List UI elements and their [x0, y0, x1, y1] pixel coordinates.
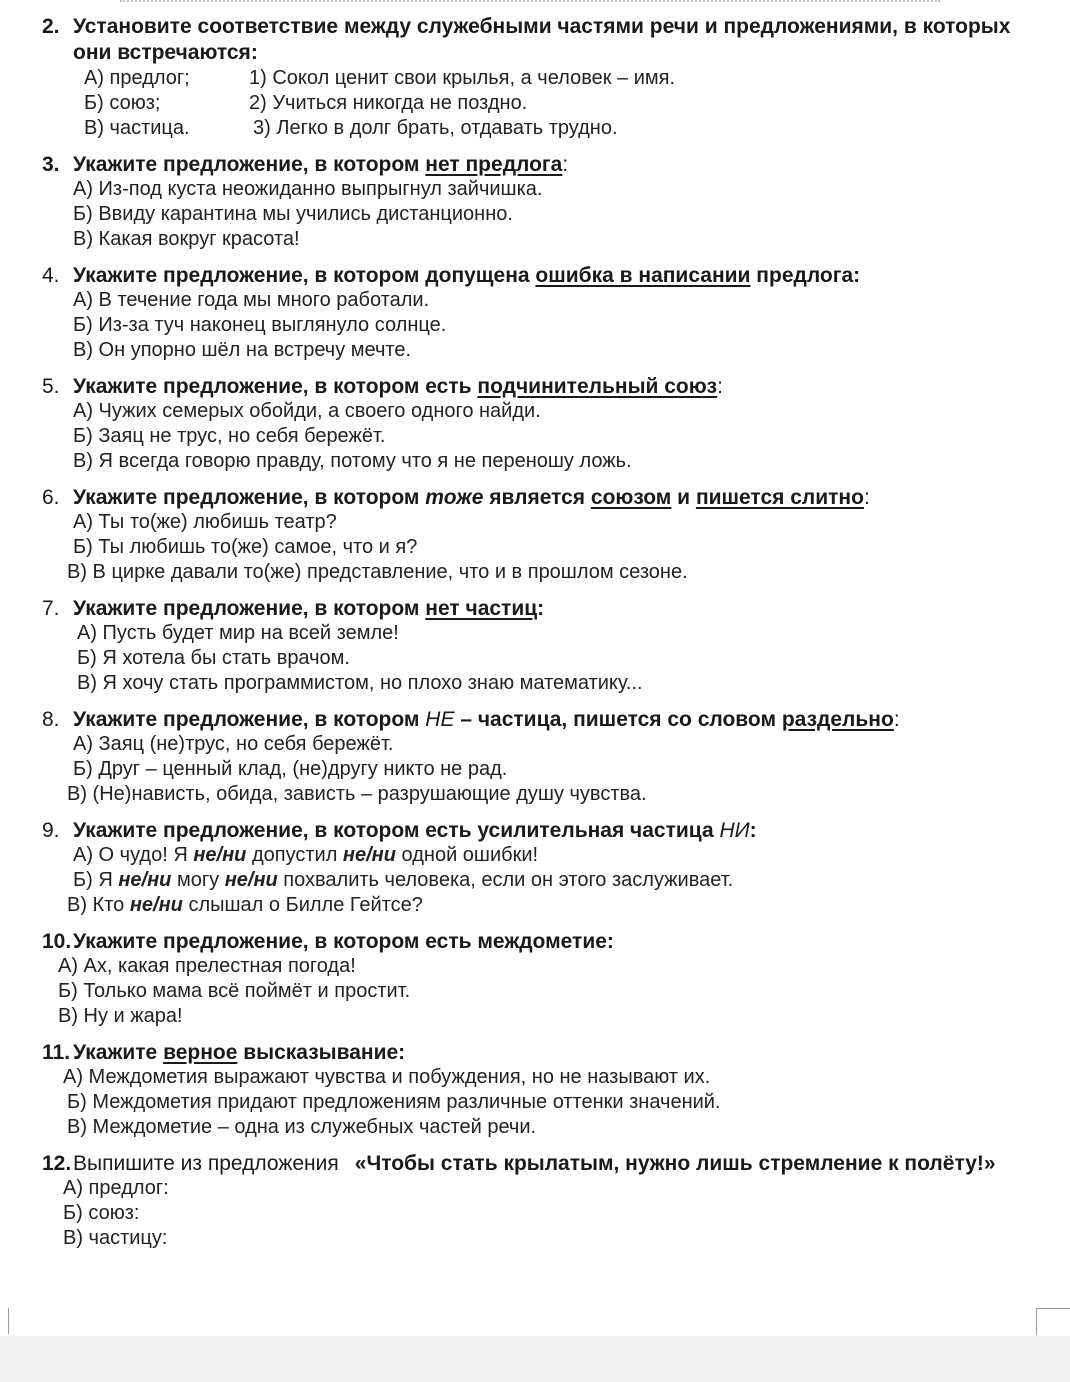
page-corner-mark-left	[0, 1308, 9, 1334]
question-10-title: 10.Укажите предложение, в котором есть междометие:	[42, 930, 614, 953]
option-b: Б) Междометия придают предложениям различные оттенки значений.	[67, 1091, 721, 1113]
option-c: В) Он упорно шёл на встречу мечте.	[73, 339, 411, 361]
option-c: В) Какая вокруг красота!	[73, 228, 300, 250]
answer-line-c: В) частицу:	[63, 1227, 168, 1249]
question-8-title: 8. Укажите предложение, в котором НЕ – частица, пишется со словом раздельно:	[42, 708, 900, 731]
answer-line-a: А) предлог:	[63, 1177, 169, 1199]
option-b: Б) Ввиду карантина мы учились дистанционно.	[73, 203, 513, 225]
option-c: В) Я хочу стать программистом, но плохо знаю математику...	[77, 672, 643, 694]
option-c: В) Я всегда говорю правду, потому что я не переношу ложь.	[73, 450, 632, 472]
option-b: Б) Я не/ни могу не/ни похвалить человека, если он этого заслуживает.	[73, 869, 734, 891]
option-b: Б) Из-за туч наконец выглянуло солнце.	[73, 314, 447, 336]
question-4-title: 4. Укажите предложение, в котором допущена ошибка в написании предлога:	[42, 264, 861, 287]
option-a: А) Ты то(же) любишь театр?	[73, 511, 337, 533]
cropped-previous-line	[120, 0, 940, 5]
question-6-title: 6. Укажите предложение, в котором тоже является союзом и пишется слитно:	[42, 486, 870, 509]
page-gap	[0, 1336, 1070, 1382]
option-a: А) О чудо! Я не/ни допустил не/ни одной ошибки!	[73, 844, 539, 866]
option-a: А) Пусть будет мир на всей земле!	[77, 622, 399, 644]
option-b: Б) Друг – ценный клад, (не)другу никто не рад.	[73, 758, 508, 780]
option-a: А) В течение года мы много работали.	[73, 289, 430, 311]
option-c: В) (Не)нависть, обида, зависть – разрушающие душу чувства.	[67, 783, 647, 805]
question-3-title: 3. Укажите предложение, в котором нет предлога:	[42, 153, 569, 176]
question-2-title: 2. Установите соответствие между служебными частями речи и предложениями, в которых	[42, 15, 1011, 38]
match-1: 1) Сокол ценит свои крылья, а человек – имя.	[249, 67, 676, 89]
question-9-title: 9. Укажите предложение, в котором есть усилительная частица НИ:	[42, 819, 757, 842]
quoted-sentence: «Чтобы стать крылатым, нужно лишь стремление к полёту!»	[354, 1152, 996, 1175]
option-c: В) Междометие – одна из служебных частей речи.	[67, 1116, 537, 1138]
option-b: Б) Заяц не трус, но себя бережёт.	[73, 425, 386, 447]
option-b: Б) Ты любишь то(же) самое, что и я?	[73, 536, 418, 558]
option-b: Б) Я хотела бы стать врачом.	[77, 647, 350, 669]
option-b: Б) союз;	[84, 92, 161, 114]
option-b: Б) Только мама всё поймёт и простит.	[58, 980, 411, 1002]
question-11-title: 11. Укажите верное высказывание:	[42, 1041, 406, 1064]
option-a: А) Заяц (не)трус, но себя бережёт.	[73, 733, 394, 755]
option-a: А) Из-под куста неожиданно выпрыгнул зайчишка.	[73, 178, 543, 200]
question-7-title: 7. Укажите предложение, в котором нет частиц:	[42, 597, 545, 620]
question-2-title-cont: они встречаются:	[73, 41, 258, 64]
option-c: В) Ну и жара!	[58, 1005, 183, 1027]
option-a: А) предлог;	[84, 67, 190, 89]
option-c: В) частица.	[84, 117, 190, 139]
option-c: В) В цирке давали то(же) представление, что и в прошлом сезоне.	[67, 561, 688, 583]
match-2: 2) Учиться никогда не поздно.	[249, 92, 528, 114]
question-5-title: 5. Укажите предложение, в котором есть подчинительный союз:	[42, 375, 723, 398]
answer-line-b: Б) союз:	[63, 1202, 140, 1224]
option-a: А) Чужих семерых обойди, а своего одного найди.	[73, 400, 541, 422]
page-corner-mark-right	[1036, 1308, 1070, 1335]
question-12-title: 12.Выпишите из предложения «Чтобы стать крылатым, нужно лишь стремление к полёту!»	[42, 1152, 996, 1175]
match-3: 3) Легко в долг брать, отдавать трудно.	[253, 117, 618, 139]
question-number: 2.	[42, 15, 60, 38]
option-a: А) Междометия выражают чувства и побуждения, но не называют их.	[63, 1066, 711, 1088]
option-c: В) Кто не/ни слышал о Билле Гейтсе?	[67, 894, 423, 916]
option-a: А) Ах, какая прелестная погода!	[58, 955, 356, 977]
